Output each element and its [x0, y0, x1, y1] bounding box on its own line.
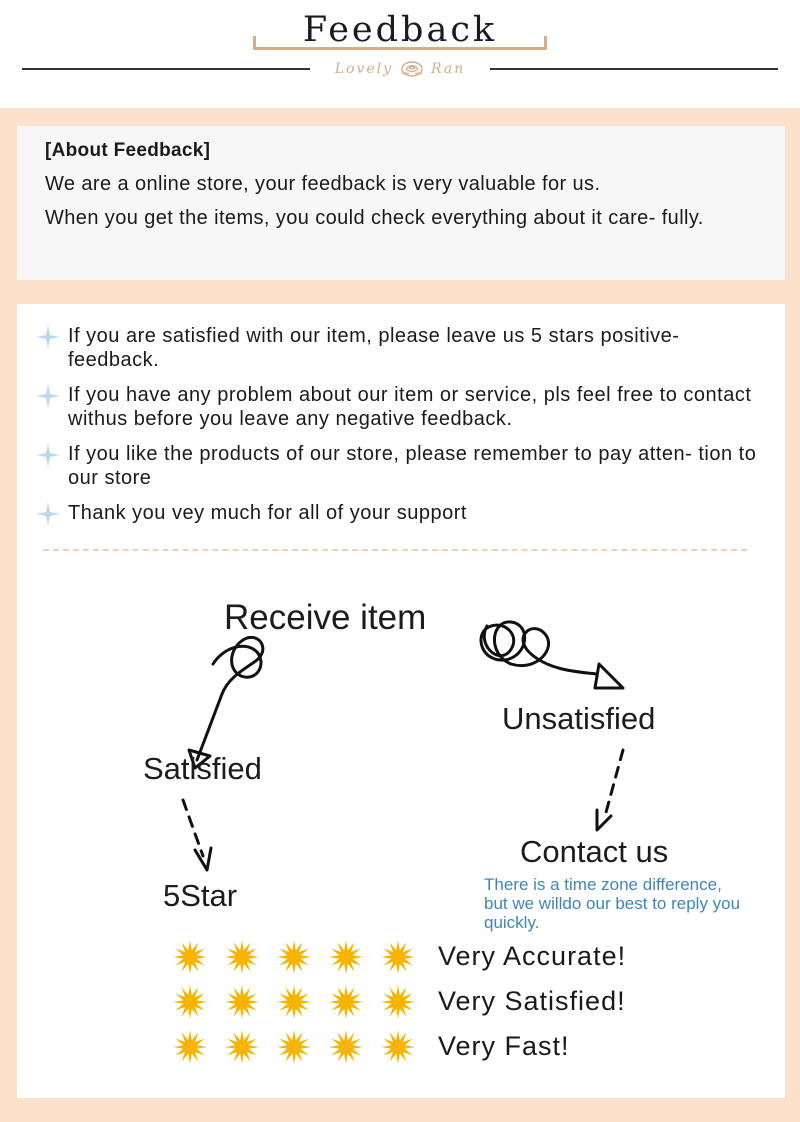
page-title: Feedback: [302, 10, 498, 50]
dashed-arrow-to-5star: [183, 800, 203, 856]
title-underline-bracket: [253, 36, 547, 50]
bullet-list: [37, 324, 767, 536]
star-icon: [224, 984, 260, 1020]
arrow-head-5star: [195, 848, 211, 870]
flow-receive-label: Receive item: [224, 598, 427, 637]
bullet-text: If you are satisfied with our item, please leave us 5 stars positive- feedback.: [68, 325, 680, 371]
timezone-note: There is a time zone difference, but we willdo our best to reply you quickly.: [484, 875, 741, 932]
star-icon: [276, 1029, 312, 1065]
about-line: When you get the items, you could check everything about it care- fully.: [45, 207, 704, 229]
sparkle-icon: [35, 324, 61, 350]
rating-row: [172, 979, 732, 1024]
rating-label: Very Accurate!: [438, 941, 627, 971]
list-item: [37, 442, 767, 490]
rating-row: [172, 934, 732, 979]
sparkle-icon: [35, 383, 61, 409]
flow-5star-label: 5Star: [163, 878, 238, 913]
rating-label: Very Fast!: [438, 1031, 570, 1061]
brand-word-left: Lovely: [334, 61, 394, 77]
star-icon: [328, 939, 364, 975]
feedback-info-box: [17, 304, 785, 1098]
rating-row: [172, 1024, 732, 1069]
flow-satisfied-label: Satisfied: [143, 751, 262, 786]
divider-left: [22, 68, 310, 70]
star-icon: [380, 984, 416, 1020]
star-group: [172, 984, 428, 1020]
rating-label: Very Satisfied!: [438, 986, 626, 1016]
star-icon: [224, 939, 260, 975]
star-icon: [172, 1029, 208, 1065]
arrow-head-unsatisfied: [595, 664, 623, 688]
bullet-text: If you like the products of our store, please remember to pay atten- tion to our store: [68, 443, 757, 489]
star-icon: [380, 1029, 416, 1065]
about-feedback-box: [17, 126, 785, 280]
arrow-head-contact: [597, 810, 611, 830]
about-line: We are a online store, your feedback is very valuable for us.: [45, 173, 601, 195]
star-group: [172, 939, 428, 975]
curl-arrow-to-satisfied: [197, 637, 263, 760]
star-icon: [276, 939, 312, 975]
dashed-divider: [43, 549, 747, 551]
divider-right: [490, 68, 778, 70]
star-icon: [172, 939, 208, 975]
star-icon: [328, 1029, 364, 1065]
dashed-arrow-to-contact: [605, 750, 623, 816]
bullet-text: If you have any problem about our item or service, pls feel free to contact withus before you leave any negative feedback.: [68, 384, 752, 430]
header: [0, 0, 800, 108]
star-icon: [172, 984, 208, 1020]
list-item: [37, 383, 767, 431]
star-group: [172, 1029, 428, 1065]
curl-arrow-to-unsatisfied: [481, 622, 597, 674]
about-heading: [About Feedback]: [45, 140, 211, 161]
list-item: [37, 324, 767, 372]
rose-icon: [399, 59, 425, 79]
star-icon: [380, 939, 416, 975]
bullet-text: Thank you vey much for all of your support: [68, 502, 467, 524]
feedback-flow-diagram: [17, 564, 785, 984]
star-icon: [328, 984, 364, 1020]
star-icon: [276, 984, 312, 1020]
sparkle-icon: [35, 442, 61, 468]
star-icon: [224, 1029, 260, 1065]
brand-word-right: Ran: [431, 61, 466, 77]
brand-signature: [310, 58, 490, 80]
flow-unsatisfied-label: Unsatisfied: [502, 701, 656, 736]
flow-contact-label: Contact us: [520, 834, 669, 869]
sparkle-icon: [35, 501, 61, 527]
rating-list: [172, 934, 732, 1069]
list-item: [37, 501, 767, 525]
